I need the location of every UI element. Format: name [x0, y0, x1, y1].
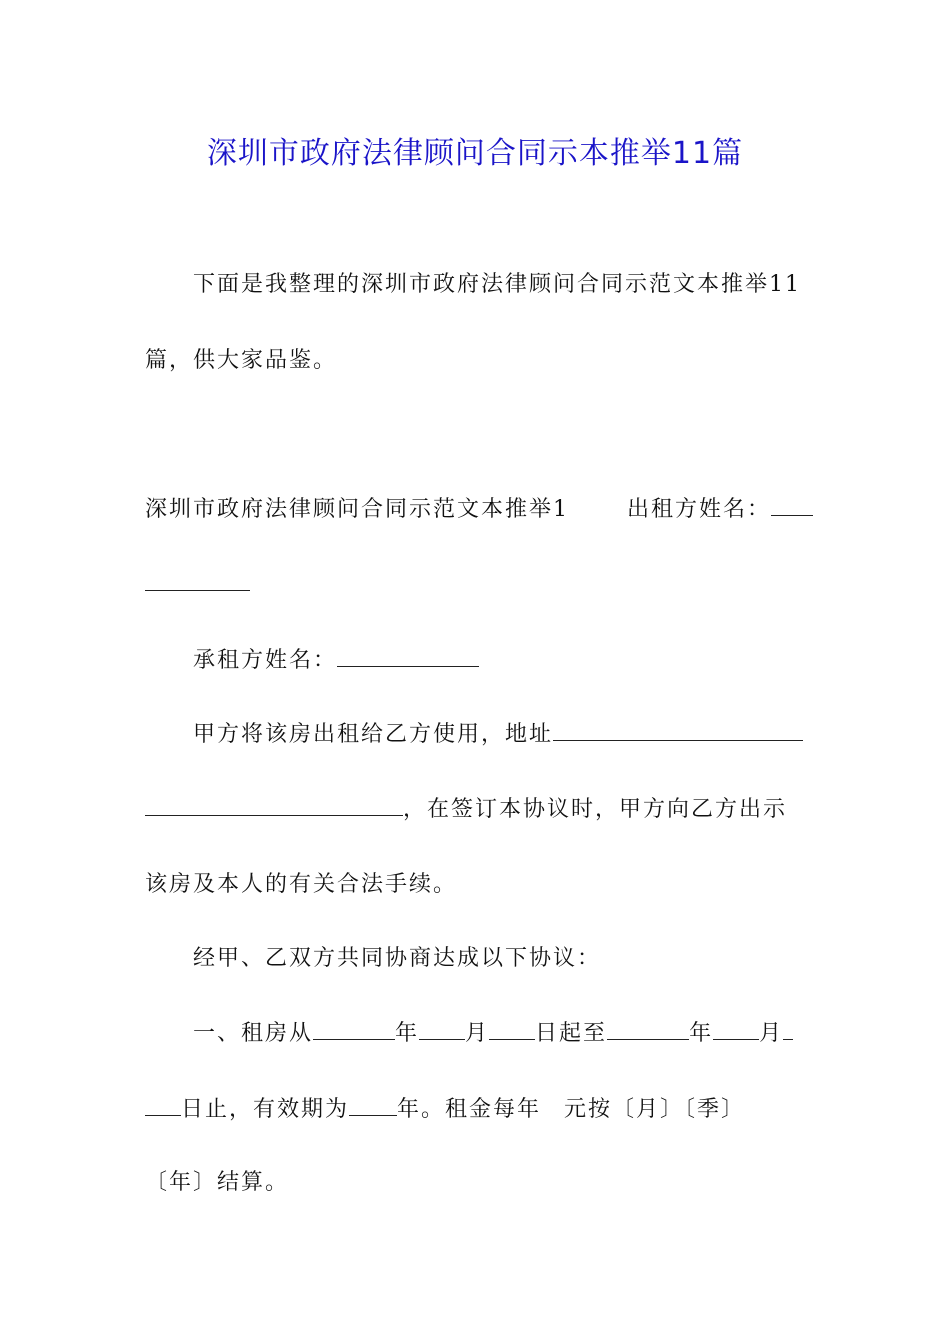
settlement-label: 元按〔月〕〔季〕: [564, 1097, 746, 1122]
lessor-name-blank-cont[interactable]: [145, 570, 250, 591]
term-row-2: [145, 1095, 745, 1125]
end-day-blank-cont[interactable]: [145, 1095, 181, 1116]
term-year-2: 年: [689, 1021, 714, 1046]
section-heading: 深圳市政府法律顾问合同示范文本推举1: [145, 497, 569, 522]
address-text: 甲方将该房出租给乙方使用，地址: [193, 722, 554, 747]
end-month-blank[interactable]: [713, 1019, 759, 1040]
agreement-line: 经甲、乙双方共同协商达成以下协议：: [193, 946, 602, 971]
lessor-blank-cont-row: [145, 570, 250, 600]
validity-years-blank[interactable]: [349, 1095, 397, 1116]
term-year-1: 年: [395, 1021, 420, 1046]
address-blank-cont[interactable]: [145, 795, 403, 816]
end-year-blank[interactable]: [607, 1019, 689, 1040]
term-until-label: 日止，有效期为: [181, 1097, 350, 1122]
lessee-label: 承租方姓名：: [193, 648, 338, 673]
intro-line-2: 篇，供大家品鉴。: [145, 348, 338, 373]
end-day-blank[interactable]: [783, 1019, 793, 1040]
start-month-blank[interactable]: [419, 1019, 465, 1040]
rent-label: 年。租金每年: [397, 1097, 542, 1122]
term-month-1: 月: [465, 1021, 490, 1046]
address-row: [193, 720, 803, 750]
address-cont-row: [145, 795, 787, 825]
term-row: [193, 1019, 793, 1049]
document-title: 深圳市政府法律顾问合同示本推举11篇: [206, 136, 744, 171]
lessor-label: 出租方姓名：: [627, 497, 772, 522]
term-month-2: 月: [759, 1021, 784, 1046]
lessor-label-row: [627, 495, 813, 525]
address-cont-text: ，在签订本协议时，甲方向乙方出示: [403, 797, 788, 822]
settlement-end: 〔年〕结算。: [145, 1170, 290, 1195]
start-year-blank[interactable]: [313, 1019, 395, 1040]
lessee-name-blank[interactable]: [337, 646, 479, 667]
term-day-to: 日起至: [535, 1021, 608, 1046]
lessor-name-blank[interactable]: [771, 495, 813, 516]
intro-line-1: 下面是我整理的深圳市政府法律顾问合同示范文本推举11: [193, 272, 801, 297]
lessee-row: [193, 646, 479, 676]
term-from-label: 一、租房从: [193, 1021, 314, 1046]
address-end: 该房及本人的有关合法手续。: [145, 872, 458, 897]
address-blank[interactable]: [553, 720, 803, 741]
start-day-blank[interactable]: [489, 1019, 535, 1040]
